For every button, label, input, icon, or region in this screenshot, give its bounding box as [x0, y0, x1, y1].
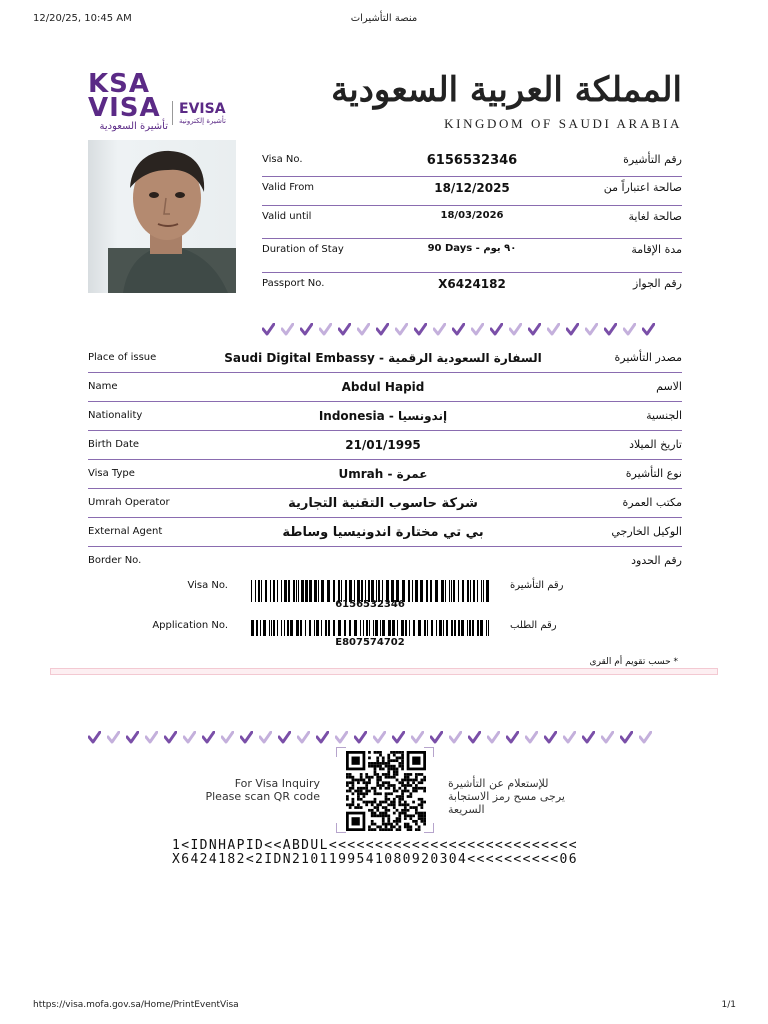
visa-barcode-label-ar: رقم التأشيرة — [510, 580, 564, 591]
check-mark-icon — [471, 323, 483, 335]
check-mark-icon — [338, 323, 350, 335]
divider-strip — [50, 668, 718, 675]
check-mark-icon — [164, 731, 176, 743]
field-value: Umrah - عمرة — [338, 467, 428, 481]
check-mark-icon — [335, 731, 347, 743]
top-field-row — [262, 176, 682, 206]
field-label: Valid until — [262, 211, 312, 222]
kingdom-arabic-calligraphy: المملكة العربية السعودية — [331, 70, 682, 110]
check-mark-icon — [620, 731, 632, 743]
check-mark-icon — [126, 731, 138, 743]
check-mark-icon — [639, 731, 651, 743]
ksa-logo-line2: VISA — [88, 93, 161, 123]
check-mark-icon — [525, 731, 537, 743]
decorative-check-row-top — [262, 320, 682, 338]
check-mark-icon — [449, 731, 461, 743]
field-label: Birth Date — [88, 439, 140, 450]
field-label-ar: تاريخ الميلاد — [629, 438, 682, 451]
application-barcode-label-ar: رقم الطلب — [510, 620, 557, 631]
check-mark-icon — [547, 323, 559, 335]
qr-instructions-en — [200, 777, 320, 803]
main-field-row — [88, 518, 682, 547]
check-mark-icon — [623, 323, 635, 335]
check-mark-icon — [300, 323, 312, 335]
field-label-ar: مصدر التأشيرة — [614, 351, 682, 364]
check-mark-icon — [544, 731, 556, 743]
check-mark-icon — [582, 731, 594, 743]
field-label-ar: مدة الإقامة — [631, 243, 682, 256]
field-label-ar: نوع التأشيرة — [625, 467, 682, 480]
field-label-ar: صالحة لغاية — [628, 210, 682, 223]
passport-photo — [88, 140, 236, 293]
field-value: بي تي مختارة اندونيسيا وساطة — [282, 525, 484, 540]
qr-ar-line2: يرجى مسح رمز الاستجابة السريعة — [448, 790, 565, 816]
decorative-check-row-bottom — [88, 728, 688, 746]
qr-instructions-ar — [448, 777, 578, 816]
print-page-number: 1/1 — [721, 1000, 736, 1010]
main-field-row — [88, 489, 682, 518]
check-mark-icon — [601, 731, 613, 743]
check-mark-icon — [642, 323, 654, 335]
field-value: Saudi Digital Embassy - السفارة السعودية الرقمية — [224, 351, 542, 365]
check-mark-icon — [452, 323, 464, 335]
field-label-ar: الوكيل الخارجي — [611, 525, 682, 538]
application-barcode-label: Application No. — [152, 620, 228, 631]
check-mark-icon — [145, 731, 157, 743]
check-mark-icon — [107, 731, 119, 743]
check-mark-icon — [566, 323, 578, 335]
field-value: 21/01/1995 — [345, 438, 421, 452]
ksa-visa-logo — [88, 69, 168, 132]
check-mark-icon — [509, 323, 521, 335]
check-mark-icon — [183, 731, 195, 743]
field-label: Place of issue — [88, 352, 157, 363]
field-label-ar: صالحة اعتباراً من — [603, 181, 682, 194]
field-value: 18/12/2025 — [434, 181, 510, 195]
check-mark-icon — [604, 323, 616, 335]
top-field-row — [262, 272, 682, 296]
check-mark-icon — [392, 731, 404, 743]
field-label-ar: رقم الحدود — [631, 554, 682, 567]
field-label: Visa Type — [88, 468, 135, 479]
field-label-ar: الجنسية — [646, 409, 682, 422]
check-mark-icon — [221, 731, 233, 743]
check-mark-icon — [395, 323, 407, 335]
check-mark-icon — [319, 323, 331, 335]
field-value: Indonesia - إندونسيا — [318, 409, 448, 423]
field-label-ar: الاسم — [656, 380, 682, 393]
ksa-logo-arabic: تأشيرة السعودية — [99, 121, 168, 132]
field-label: Passport No. — [262, 278, 325, 289]
check-mark-icon — [376, 323, 388, 335]
check-mark-icon — [297, 731, 309, 743]
visa-barcode-number: 6156532346 — [335, 599, 405, 610]
field-label-ar: رقم الجواز — [633, 277, 682, 290]
kingdom-english-title: KINGDOM OF SAUDI ARABIA — [444, 116, 682, 131]
field-label: External Agent — [88, 526, 163, 537]
check-mark-icon — [563, 731, 575, 743]
print-page-title: منصة التأشيرات — [350, 13, 418, 24]
check-mark-icon — [262, 323, 274, 335]
evisa-logo-text: EVISA — [179, 101, 226, 117]
field-label: Nationality — [88, 410, 143, 421]
ksa-logo-line1: KSA — [88, 69, 150, 99]
check-mark-icon — [259, 731, 271, 743]
check-mark-icon — [316, 731, 328, 743]
mrz-line-2: X6424182<2IDN2101199541080920304<<<<<<<<<<06 — [172, 852, 578, 867]
top-field-row — [262, 205, 682, 239]
check-mark-icon — [506, 731, 518, 743]
field-value: 18/03/2026 — [440, 210, 504, 221]
check-mark-icon — [373, 731, 385, 743]
main-field-row — [88, 402, 682, 431]
field-label: Umrah Operator — [88, 497, 170, 508]
top-field-row — [262, 148, 682, 177]
main-field-row — [88, 547, 682, 575]
check-mark-icon — [528, 323, 540, 335]
evisa-logo-arabic: تأشيرة إلكترونية — [179, 117, 226, 125]
field-label-ar: رقم التأشيرة — [623, 153, 682, 166]
qr-en-line2: Please scan QR code — [205, 790, 320, 803]
field-label: Duration of Stay — [262, 244, 344, 255]
field-value: Abdul Hapid — [341, 380, 425, 394]
calendar-note: * حسب تقويم أم القرى — [589, 657, 678, 667]
check-mark-icon — [430, 731, 442, 743]
qr-en-line1: For Visa Inquiry — [234, 777, 320, 790]
check-mark-icon — [433, 323, 445, 335]
evisa-logo — [172, 101, 226, 125]
field-label: Name — [88, 381, 118, 392]
field-label: Border No. — [88, 555, 142, 566]
field-label: Visa No. — [262, 154, 303, 165]
top-field-row — [262, 238, 682, 273]
check-mark-icon — [281, 323, 293, 335]
visa-barcode-label: Visa No. — [187, 580, 228, 591]
print-datetime: 12/20/25, 10:45 AM — [33, 13, 132, 24]
mrz-line-1: 1<IDNHAPID<<ABDUL<<<<<<<<<<<<<<<<<<<<<<<<<<< — [172, 838, 578, 853]
check-mark-icon — [487, 731, 499, 743]
field-value: X6424182 — [438, 277, 506, 291]
check-mark-icon — [585, 323, 597, 335]
check-mark-icon — [240, 731, 252, 743]
field-label: Valid From — [262, 182, 315, 193]
qr-ar-line1: للإستعلام عن التأشيرة — [448, 777, 549, 790]
field-value: 6156532346 — [426, 153, 518, 168]
check-mark-icon — [411, 731, 423, 743]
qr-code[interactable] — [341, 751, 431, 831]
main-field-row — [88, 344, 682, 373]
check-mark-icon — [357, 323, 369, 335]
check-mark-icon — [88, 731, 100, 743]
check-mark-icon — [490, 323, 502, 335]
field-value: شركة حاسوب التقنية التجارية — [288, 496, 478, 511]
main-field-row — [88, 431, 682, 460]
main-field-row — [88, 373, 682, 402]
print-url: https://visa.mofa.gov.sa/Home/PrintEventVisa — [33, 1000, 239, 1010]
check-mark-icon — [414, 323, 426, 335]
check-mark-icon — [354, 731, 366, 743]
main-field-row — [88, 460, 682, 489]
field-label-ar: مكتب العمرة — [622, 496, 682, 509]
field-value: 90 Days - ٩٠ يوم — [427, 243, 517, 254]
check-mark-icon — [278, 731, 290, 743]
application-barcode-number: E807574702 — [335, 637, 405, 648]
check-mark-icon — [468, 731, 480, 743]
check-mark-icon — [202, 731, 214, 743]
